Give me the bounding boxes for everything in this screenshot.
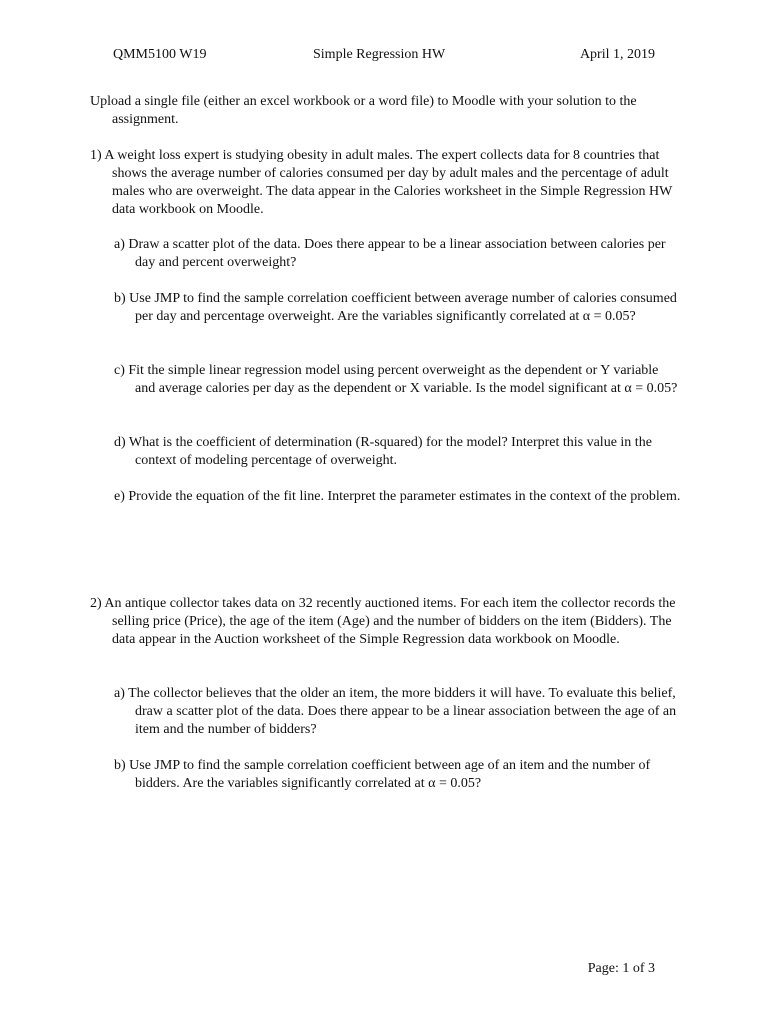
page-number: Page: 1 of 3 bbox=[587, 961, 655, 976]
assignment-title: Simple Regression HW bbox=[313, 47, 446, 62]
course-code: QMM5100 W19 bbox=[113, 47, 207, 62]
question-1-part-a: a) Draw a scatter plot of the data. Does there appear to be a linear association between calories per day and percent overweight? bbox=[114, 237, 666, 270]
intro-instructions: Upload a single file (either an excel workbook or a word file) to Moodle with your solution to the assignment. bbox=[90, 94, 637, 127]
question-1-part-e: e) Provide the equation of the fit line. Interpret the parameter estimates in the context of the problem. bbox=[114, 489, 681, 504]
question-2-text: 2) An antique collector takes data on 32 recently auctioned items. For each item the collector records the selling price (Price), the age of the item (Age) and the number of bidders on the item (Bidders). The data appear in the Auction worksheet of the Simple Regression data workbook on Moodle. bbox=[90, 596, 676, 647]
question-1-part-b: b) Use JMP to find the sample correlation coefficient between average number of calories consumed per day and percentage overweight. Are the variables significantly correlated at α = 0.05? bbox=[114, 291, 677, 324]
header-date: April 1, 2019 bbox=[579, 47, 655, 62]
question-1-text: 1) A weight loss expert is studying obesity in adult males. The expert collects data for 8 countries that shows the average number of calories consumed per day by adult males and the percentage of adult males who are overweight. The data appear in the Calories worksheet in the Simple Regression HW data workbook on Moodle. bbox=[90, 148, 673, 217]
question-2-part-b: b) Use JMP to find the sample correlation coefficient between age of an item and the number of bidders. Are the variables significantly correlated at α = 0.05? bbox=[114, 758, 651, 791]
question-1-part-d: d) What is the coefficient of determination (R-squared) for the model? Interpret this value in the context of modeling percentage of overweight. bbox=[114, 435, 652, 468]
question-1-part-c: c) Fit the simple linear regression model using percent overweight as the dependent or Y variable and average calories per day as the dependent or X variable. Is the model significant at α = 0.05? bbox=[114, 363, 678, 396]
page-header bbox=[113, 46, 655, 66]
question-2-part-a: a) The collector believes that the older an item, the more bidders it will have. To evaluate this belief, draw a scatter plot of the data. Does there appear to be a linear association between the age of an item and the number of bidders? bbox=[114, 686, 677, 737]
